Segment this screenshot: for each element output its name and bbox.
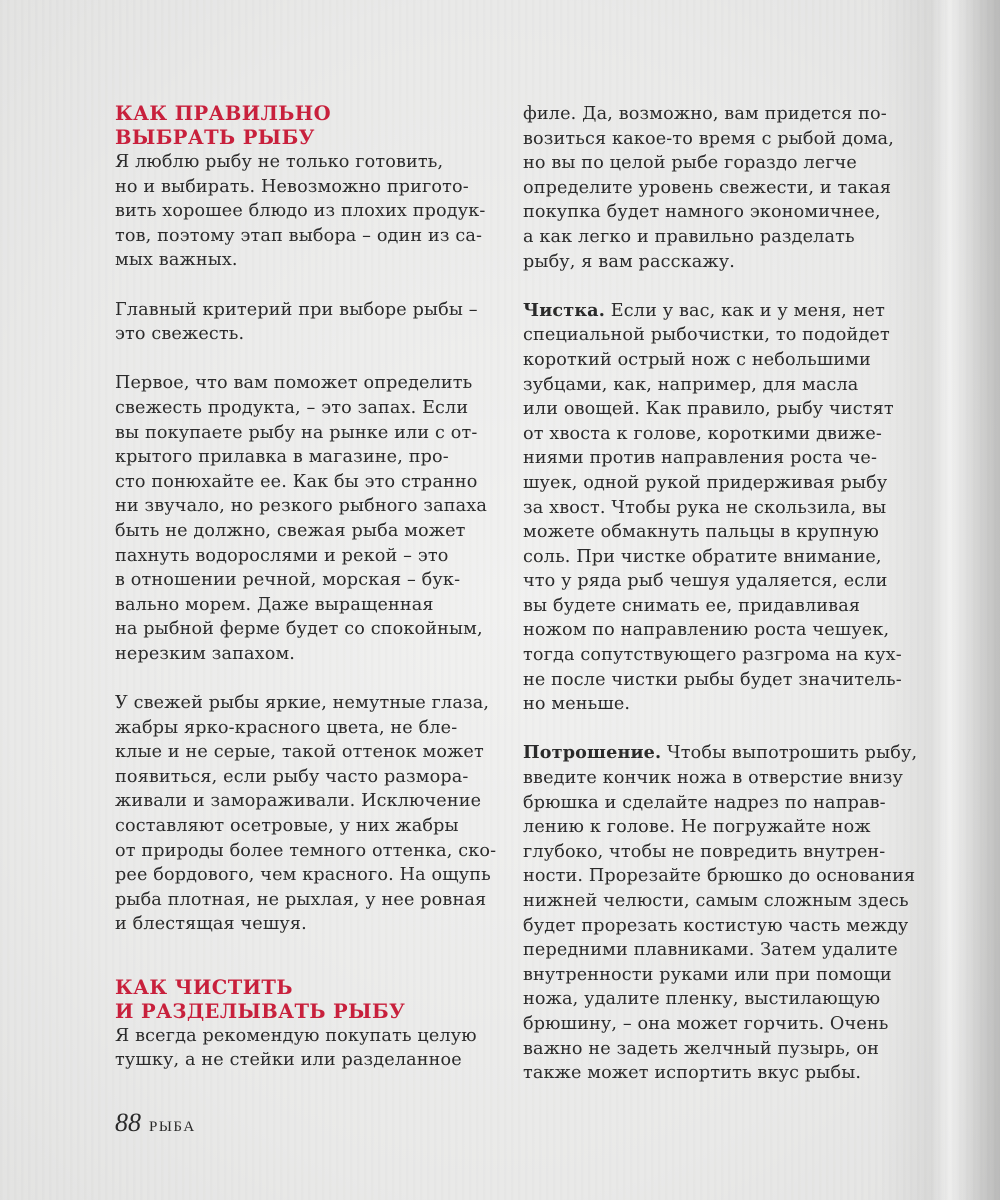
- text-line: клые и не серые, такой оттенок может: [115, 742, 484, 763]
- text-line: вально морем. Даже выращенная: [115, 594, 434, 615]
- text-line: короткий острый нож с небольшими: [523, 349, 871, 370]
- text-line: У свежей рыбы яркие, немутные глаза,: [115, 693, 490, 714]
- text-line: филе. Да, возможно, вам придется по-: [523, 104, 887, 124]
- text-line: сто понюхайте ее. Как бы это странно: [115, 471, 478, 492]
- text-line: ниями против направления роста че-: [523, 448, 878, 469]
- text-line: Я всегда рекомендую покупать целую: [115, 1025, 477, 1046]
- text-line: возиться какое-то время с рыбой дома,: [523, 128, 894, 149]
- cleaning-lead: Чистка.: [523, 299, 606, 321]
- text-line: рее бордового, чем красного. На ощупь: [115, 865, 491, 886]
- text-line: составляют осетровые, у них жабры: [115, 816, 459, 837]
- text-line: рыба плотная, не рыхлая, у нее ровная: [115, 889, 487, 910]
- text-line: это свежесть.: [115, 324, 245, 345]
- text-line: лению к голове. Не погружайте нож: [523, 817, 871, 838]
- text-line: брюшину, – она может горчить. Очень: [523, 1013, 889, 1034]
- paragraph-intro: [115, 150, 495, 273]
- paragraph-smell: [115, 371, 495, 666]
- text-line: внутренности руками или при помощи: [523, 964, 892, 985]
- text-line: Я люблю рыбу не только готовить,: [115, 152, 444, 172]
- text-line: от природы более темного оттенка, ско-: [115, 840, 497, 861]
- left-column: [115, 102, 495, 1073]
- text-line: передними плавниками. Затем удалите: [523, 940, 898, 961]
- text-line: ни звучало, но резкого рыбного запаха: [115, 496, 487, 517]
- text-line: ности. Прорезайте брюшко до основания: [523, 866, 916, 887]
- text-line: ВЫБРАТЬ РЫБУ: [115, 126, 315, 149]
- text-line: нижней челюсти, самым сложным здесь: [523, 891, 909, 911]
- text-line: брюшка и сделайте надрез по направ-: [523, 792, 886, 813]
- text-line: появиться, если рыбу часто размора-: [115, 766, 469, 787]
- text-line: важно не задеть желчный пузырь, он: [523, 1038, 880, 1059]
- paragraph-line: [523, 299, 908, 324]
- text-line: в отношении речной, морская – бук-: [115, 570, 461, 591]
- text-line: глубоко, чтобы не повредить внутрен-: [523, 841, 886, 862]
- paragraph-line: [523, 741, 918, 766]
- text-line: а как легко и правильно разделать: [523, 226, 855, 247]
- text-line: И РАЗДЕЛЫВАТЬ РЫБУ: [115, 999, 406, 1023]
- text-line: но и выбирать. Невозможно пригото-: [115, 176, 469, 197]
- paragraph-main-criterion: [115, 298, 495, 347]
- text-line: что у ряда рыб чешуя удаляется, если: [523, 571, 888, 592]
- text-line: и блестящая чешуя.: [115, 914, 307, 935]
- text-line: вить хорошее блюдо из плохих продук-: [115, 201, 486, 222]
- text-line: КАК ЧИСТИТЬ: [115, 975, 293, 999]
- page-number: 88: [115, 1108, 141, 1137]
- text-line: вы будете снимать ее, придавливая: [523, 595, 861, 616]
- text-line: ножа, удалите пленку, выстилающую: [523, 989, 881, 1010]
- paragraph-eyes-gills: [115, 691, 495, 937]
- text-line: мых важных.: [115, 250, 238, 271]
- paragraph-gutting: [523, 741, 918, 1085]
- text-line: не после чистки рыбы будет значитель-: [523, 669, 902, 690]
- section-name: РЫБА: [149, 1119, 196, 1135]
- text-line: тушку, а не стейки или разделанное: [115, 1050, 462, 1071]
- text-line: определите уровень свежести, и такая: [523, 177, 892, 198]
- text-line: ножом по направлению роста чешуек,: [523, 620, 890, 641]
- text-line: Первое, что вам поможет определить: [115, 373, 473, 394]
- cleaning-lines: [523, 323, 908, 717]
- text-line: можете обмакнуть пальцы в крупную: [523, 522, 880, 543]
- text-line: быть не должно, свежая рыба может: [115, 520, 466, 541]
- paragraph-cleaning: [523, 299, 908, 717]
- text-line: покупка будет намного экономичнее,: [523, 202, 881, 223]
- text-line: вы покупаете рыбу на рынке или с от-: [115, 422, 478, 443]
- text-line: за хвост. Чтобы рука не скользила, вы: [523, 497, 887, 518]
- text-line: КАК ПРАВИЛЬНО: [115, 102, 331, 125]
- text-line: будет прорезать костистую часть между: [523, 915, 909, 936]
- heading-how-to-choose-fish: [115, 102, 495, 150]
- heading-how-to-clean-fish: [115, 976, 495, 1024]
- text-line: или овощей. Как правило, рыбу чистят: [523, 399, 894, 420]
- gutting-lines: [523, 766, 916, 1086]
- text-line: но меньше.: [523, 694, 631, 715]
- text-line: нерезким запахом.: [115, 643, 296, 664]
- text-line: на рыбной ферме будет со спокойным,: [115, 619, 483, 640]
- text-line: введите кончик ножа в отверстие внизу: [523, 768, 903, 789]
- text-line: живали и замораживали. Исключение: [115, 791, 482, 812]
- text-line: также может испортить вкус рыбы.: [523, 1063, 862, 1084]
- page-footer: [115, 1108, 196, 1138]
- text-line: но вы по целой рыбе гораздо легче: [523, 153, 857, 174]
- text-line: специальной рыбочистки, то подойдет: [523, 325, 890, 346]
- text-line: пахнуть водорослями и рекой – это: [115, 545, 449, 566]
- text-line: свежесть продукта, – это запах. Если: [115, 397, 469, 418]
- text-line: шуек, одной рукой придерживая рыбу: [523, 472, 888, 493]
- paragraph-whole-fish: [115, 1024, 495, 1073]
- text-line: рыбу, я вам расскажу.: [523, 251, 735, 272]
- right-column: [523, 102, 918, 1086]
- text-line: тогда сопутствующего разгрома на кух-: [523, 645, 902, 666]
- text-line: соль. При чистке обратите внимание,: [523, 546, 882, 567]
- text-line: от хвоста к голове, короткими движе-: [523, 423, 882, 444]
- cleaning-first-line: Если у вас, как и у меня, нет: [605, 300, 885, 321]
- gutting-lead: Потрошение.: [523, 742, 662, 764]
- text-line: жабры ярко-красного цвета, не бле-: [115, 717, 458, 738]
- gutting-first-line: Чтобы выпотрошить рыбу,: [661, 743, 918, 764]
- text-line: тов, поэтому этап выбора – один из са-: [115, 225, 483, 246]
- text-line: Главный критерий при выборе рыбы –: [115, 299, 478, 320]
- paragraph-fillet: [523, 102, 908, 274]
- text-line: крытого прилавка в магазине, про-: [115, 447, 449, 468]
- text-line: зубцами, как, например, для масла: [523, 374, 859, 395]
